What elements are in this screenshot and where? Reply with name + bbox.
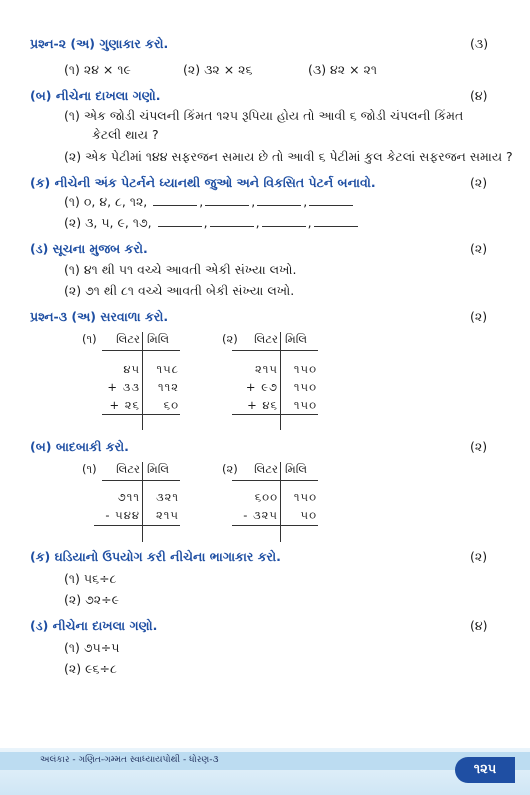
answer-blank[interactable] [205, 195, 249, 206]
q2k-title: (ક) નીચેની અંક પેટર્નને ધ્યાનથી જુઓ અને વિકસિત પેટર્ન બનાવો. [30, 175, 376, 190]
subtraction-2-head-ml: મિલિ [285, 462, 308, 476]
q3d-title: (ડ) નીચેના દાખલા ગણો. [30, 618, 158, 633]
q2b-marks: (૪) [470, 88, 488, 103]
q2-item-1: (૧) ૨૪ × ૧૯ [64, 62, 131, 77]
addition-1-row-2-ml: ૧૧૨ [157, 380, 179, 394]
subtraction-1-row-2-ml: ૨૧૫ [156, 508, 179, 522]
q3-marks: (૨) [470, 309, 488, 324]
q2k-pattern-1: (૧) ૦, ૪, ૮, ૧૨, , , , [64, 194, 355, 210]
subtraction-1-result-rule [94, 525, 180, 526]
q2d-title: (ડ) સૂચના મુજબ કરો. [30, 241, 148, 256]
subtraction-1-head-litre: લિટર [116, 462, 140, 476]
answer-blank[interactable] [309, 195, 353, 206]
subtraction-2-row-1-ml: ૧૫૦ [293, 490, 317, 504]
addition-1-row-3-ml: ૬૦ [163, 398, 179, 412]
addition-1-row-2-litre: + ૩૩ [107, 380, 140, 394]
addition-2-row-1-litre: ૨૧૫ [255, 362, 278, 376]
answer-blank[interactable] [210, 216, 254, 227]
addition-1-head-ml: મિલિ [147, 332, 170, 346]
q2b-title: (બ) નીચેના દાખલા ગણો. [30, 88, 161, 103]
q2-title: પ્રશ્ન-૨ (અ) ગુણાકાર કરો. [30, 36, 169, 51]
answer-blank[interactable] [158, 216, 202, 227]
answer-blank[interactable] [262, 216, 306, 227]
q3k-item-2: (૨) ૭૨÷૯ [64, 592, 119, 607]
q2b-problem-1-line-2: કેટલી થાય ? [92, 127, 159, 142]
subtraction-1-head-ml: મિલિ [147, 462, 170, 476]
q2d-item-1: (૧) ૪૧ થી ૫૧ વચ્ચે આવતી એકી સંખ્યા લખો. [64, 262, 297, 277]
answer-blank[interactable] [257, 195, 301, 206]
addition-2-header-rule [232, 350, 318, 351]
q2d-marks: (૨) [470, 241, 488, 256]
subtraction-2-header-rule [232, 480, 318, 481]
subtraction-2-row-2-litre: - ૩૨૫ [243, 508, 278, 522]
addition-2-head-litre: લિટર [254, 332, 278, 346]
addition-2-number: (૨) [222, 332, 238, 346]
addition-2-row-3-ml: ૧૫૦ [293, 398, 317, 412]
subtraction-2-number: (૨) [222, 462, 238, 476]
addition-1-head-litre: લિટર [116, 332, 140, 346]
addition-2-row-2-ml: ૧૫૦ [293, 380, 317, 394]
q2k-pattern-2-text: (૨) ૩, ૫, ૯, ૧૭, [64, 215, 152, 230]
addition-2-row-1-ml: ૧૫૦ [293, 362, 317, 376]
subtraction-2-row-2-ml: ૫૦ [300, 508, 317, 522]
page-number: ૧૨૫ [455, 757, 515, 783]
q2b-problem-2: (૨) એક પેટીમાં ૧૪૪ સફરજન સમાય છે તો આવી ૬ પેટીમાં કુલ કેટલાં સફરજન સમાય ? [64, 149, 513, 164]
subtraction-1-header-rule [102, 480, 180, 481]
addition-1-row-1-litre: ૪૫ [123, 362, 140, 376]
addition-1-number: (૧) [82, 332, 97, 346]
addition-2-head-ml: મિલિ [285, 332, 308, 346]
subtraction-2-head-litre: લિટર [254, 462, 278, 476]
q3b-marks: (૨) [470, 439, 488, 454]
q2k-pattern-2: (૨) ૩, ૫, ૯, ૧૭, , , , [64, 215, 360, 231]
q3k-marks: (૨) [470, 549, 488, 564]
subtraction-1-row-2-litre: - ૫૪૪ [105, 508, 140, 522]
subtraction-1-row-1-litre: ૭૧૧ [117, 490, 140, 504]
subtraction-2-result-rule [232, 525, 318, 526]
addition-1-header-rule [102, 350, 180, 351]
q3-title: પ્રશ્ન-૩ (અ) સરવાળા કરો. [30, 309, 169, 324]
q3k-title: (ક) ઘડિયાનો ઉપયોગ કરી નીચેના ભાગાકાર કરો. [30, 549, 281, 564]
addition-1-row-1-ml: ૧૫૮ [156, 362, 179, 376]
addition-1-row-3-litre: + ૨૬ [109, 398, 140, 412]
answer-blank[interactable] [153, 195, 197, 206]
addition-1-sum-rule [102, 414, 180, 415]
subtraction-1-row-1-ml: ૩૨૧ [155, 490, 179, 504]
subtraction-1-number: (૧) [82, 462, 97, 476]
addition-2-row-3-litre: + ૪૬ [247, 398, 278, 412]
q2-item-3: (૩) ૪૨ × ૨૧ [308, 62, 378, 77]
q2d-item-2: (૨) ૭૧ થી ૮૧ વચ્ચે આવતી બેકી સંખ્યા લખો. [64, 283, 295, 298]
q3d-marks: (૪) [470, 618, 488, 633]
q2-item-2: (૨) ૩૨ × ૨૬ [183, 62, 253, 77]
q2k-marks: (૨) [470, 175, 488, 190]
q3d-item-2: (૨) ૯૬÷૮ [64, 661, 117, 676]
q3b-title: (બ) બાદબાકી કરો. [30, 439, 129, 454]
answer-blank[interactable] [314, 216, 358, 227]
addition-2-row-2-litre: + ૯૭ [245, 380, 278, 394]
addition-2-sum-rule [232, 414, 318, 415]
footer-title: અલંકાર - ગણિત-ગમ્મત સ્વાધ્યાયપોથી - ધોરણ-૩ [40, 755, 219, 765]
q3d-item-1: (૧) ૭૫÷૫ [64, 640, 120, 655]
q2b-problem-1-line-1: (૧) એક જોડી ચંપલની કિંમત ૧૨૫ રૂપિયા હોય તો આવી ૬ જોડી ચંપલની કિંમત [64, 108, 464, 123]
q2k-pattern-1-text: (૧) ૦, ૪, ૮, ૧૨, [64, 194, 148, 209]
q2-marks: (૩) [470, 36, 489, 51]
subtraction-2-row-1-litre: ૬૦૦ [254, 490, 278, 504]
q3k-item-1: (૧) ૫૬÷૮ [64, 571, 117, 586]
